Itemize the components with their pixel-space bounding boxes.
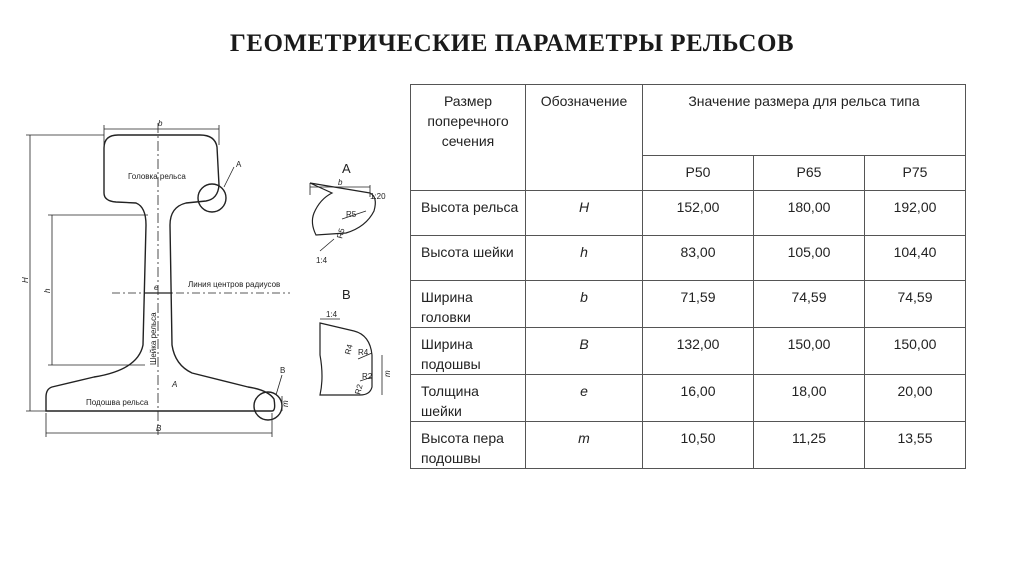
label-web: Шейка рельса	[149, 312, 158, 365]
rail-type-p50: Р50	[643, 156, 754, 191]
row-name: Ширина головки	[411, 281, 526, 328]
header-size: Размер поперечного сечения	[411, 85, 526, 191]
detail-b-r2-b: R2	[353, 383, 365, 396]
detail-b-r2: R2	[362, 372, 373, 381]
row-value-p50: 16,00	[643, 375, 754, 422]
row-value-p50: 10,50	[643, 422, 754, 469]
row-value-p75: 192,00	[865, 191, 966, 236]
row-symbol: H	[526, 191, 643, 236]
table-row	[411, 375, 966, 422]
row-symbol: e	[526, 375, 643, 422]
detail-b-m: m	[383, 370, 392, 377]
label-radius-line: Линия центров радиусов	[188, 280, 281, 289]
detail-a-slope-1-4: 1:4	[316, 256, 328, 265]
row-name: Высота шейки	[411, 236, 526, 281]
label-B-view: B	[280, 366, 286, 375]
row-value-p65: 11,25	[754, 422, 865, 469]
row-value-p65: 150,00	[754, 328, 865, 375]
row-value-p65: 18,00	[754, 375, 865, 422]
row-value-p50: 71,59	[643, 281, 754, 328]
detail-a-r5-b: R5	[335, 227, 347, 240]
rail-type-p75: Р75	[865, 156, 966, 191]
row-value-p50: 132,00	[643, 328, 754, 375]
row-value-p75: 20,00	[865, 375, 966, 422]
header-designation: Обозначение	[526, 85, 643, 191]
detail-a-r5: R5	[346, 210, 357, 219]
detail-b-title: B	[342, 287, 351, 302]
row-value-p65: 105,00	[754, 236, 865, 281]
row-value-p75: 150,00	[865, 328, 966, 375]
header-value: Значение размера для рельса типа	[643, 85, 966, 156]
row-value-p75: 74,59	[865, 281, 966, 328]
label-B: B	[156, 424, 162, 433]
page-title: ГЕОМЕТРИЧЕСКИЕ ПАРАМЕТРЫ РЕЛЬСОВ	[229, 30, 795, 57]
row-value-p65: 180,00	[754, 191, 865, 236]
row-value-p50: 152,00	[643, 191, 754, 236]
label-h: h	[43, 288, 52, 293]
detail-a-title: A	[342, 161, 351, 176]
row-symbol: B	[526, 328, 643, 375]
label-m: m	[281, 400, 290, 407]
label-b: b	[158, 119, 163, 128]
table-row	[411, 422, 966, 469]
table-row	[411, 191, 966, 236]
rail-parameters-table	[410, 84, 966, 469]
row-name: Ширина подошвы	[411, 328, 526, 375]
detail-a-slope-1-20: 1:20	[370, 192, 386, 201]
row-symbol: b	[526, 281, 643, 328]
table-header-row	[411, 85, 966, 156]
detail-b-r4: R4	[343, 343, 355, 356]
label-a-center: A	[172, 380, 178, 389]
row-value-p75: 13,55	[865, 422, 966, 469]
row-symbol: m	[526, 422, 643, 469]
row-name: Толщина шейки	[411, 375, 526, 422]
row-value-p65: 74,59	[754, 281, 865, 328]
detail-a-b: b	[338, 178, 343, 187]
table-row	[411, 328, 966, 375]
rail-cross-section-drawing	[20, 115, 415, 445]
label-base: Подошва рельса	[86, 398, 149, 407]
label-e: e	[154, 283, 159, 292]
label-A: A	[236, 160, 242, 169]
row-value-p50: 83,00	[643, 236, 754, 281]
table-row	[411, 236, 966, 281]
detail-b-r4-b: R4	[358, 348, 369, 357]
rail-type-p65: Р65	[754, 156, 865, 191]
detail-b-slope: 1:4	[326, 310, 338, 319]
label-H: H	[21, 277, 30, 283]
row-name: Высота рельса	[411, 191, 526, 236]
row-value-p75: 104,40	[865, 236, 966, 281]
row-name: Высота пера подошвы	[411, 422, 526, 469]
table-row	[411, 281, 966, 328]
label-head: Головка рельса	[128, 172, 186, 181]
row-symbol: h	[526, 236, 643, 281]
